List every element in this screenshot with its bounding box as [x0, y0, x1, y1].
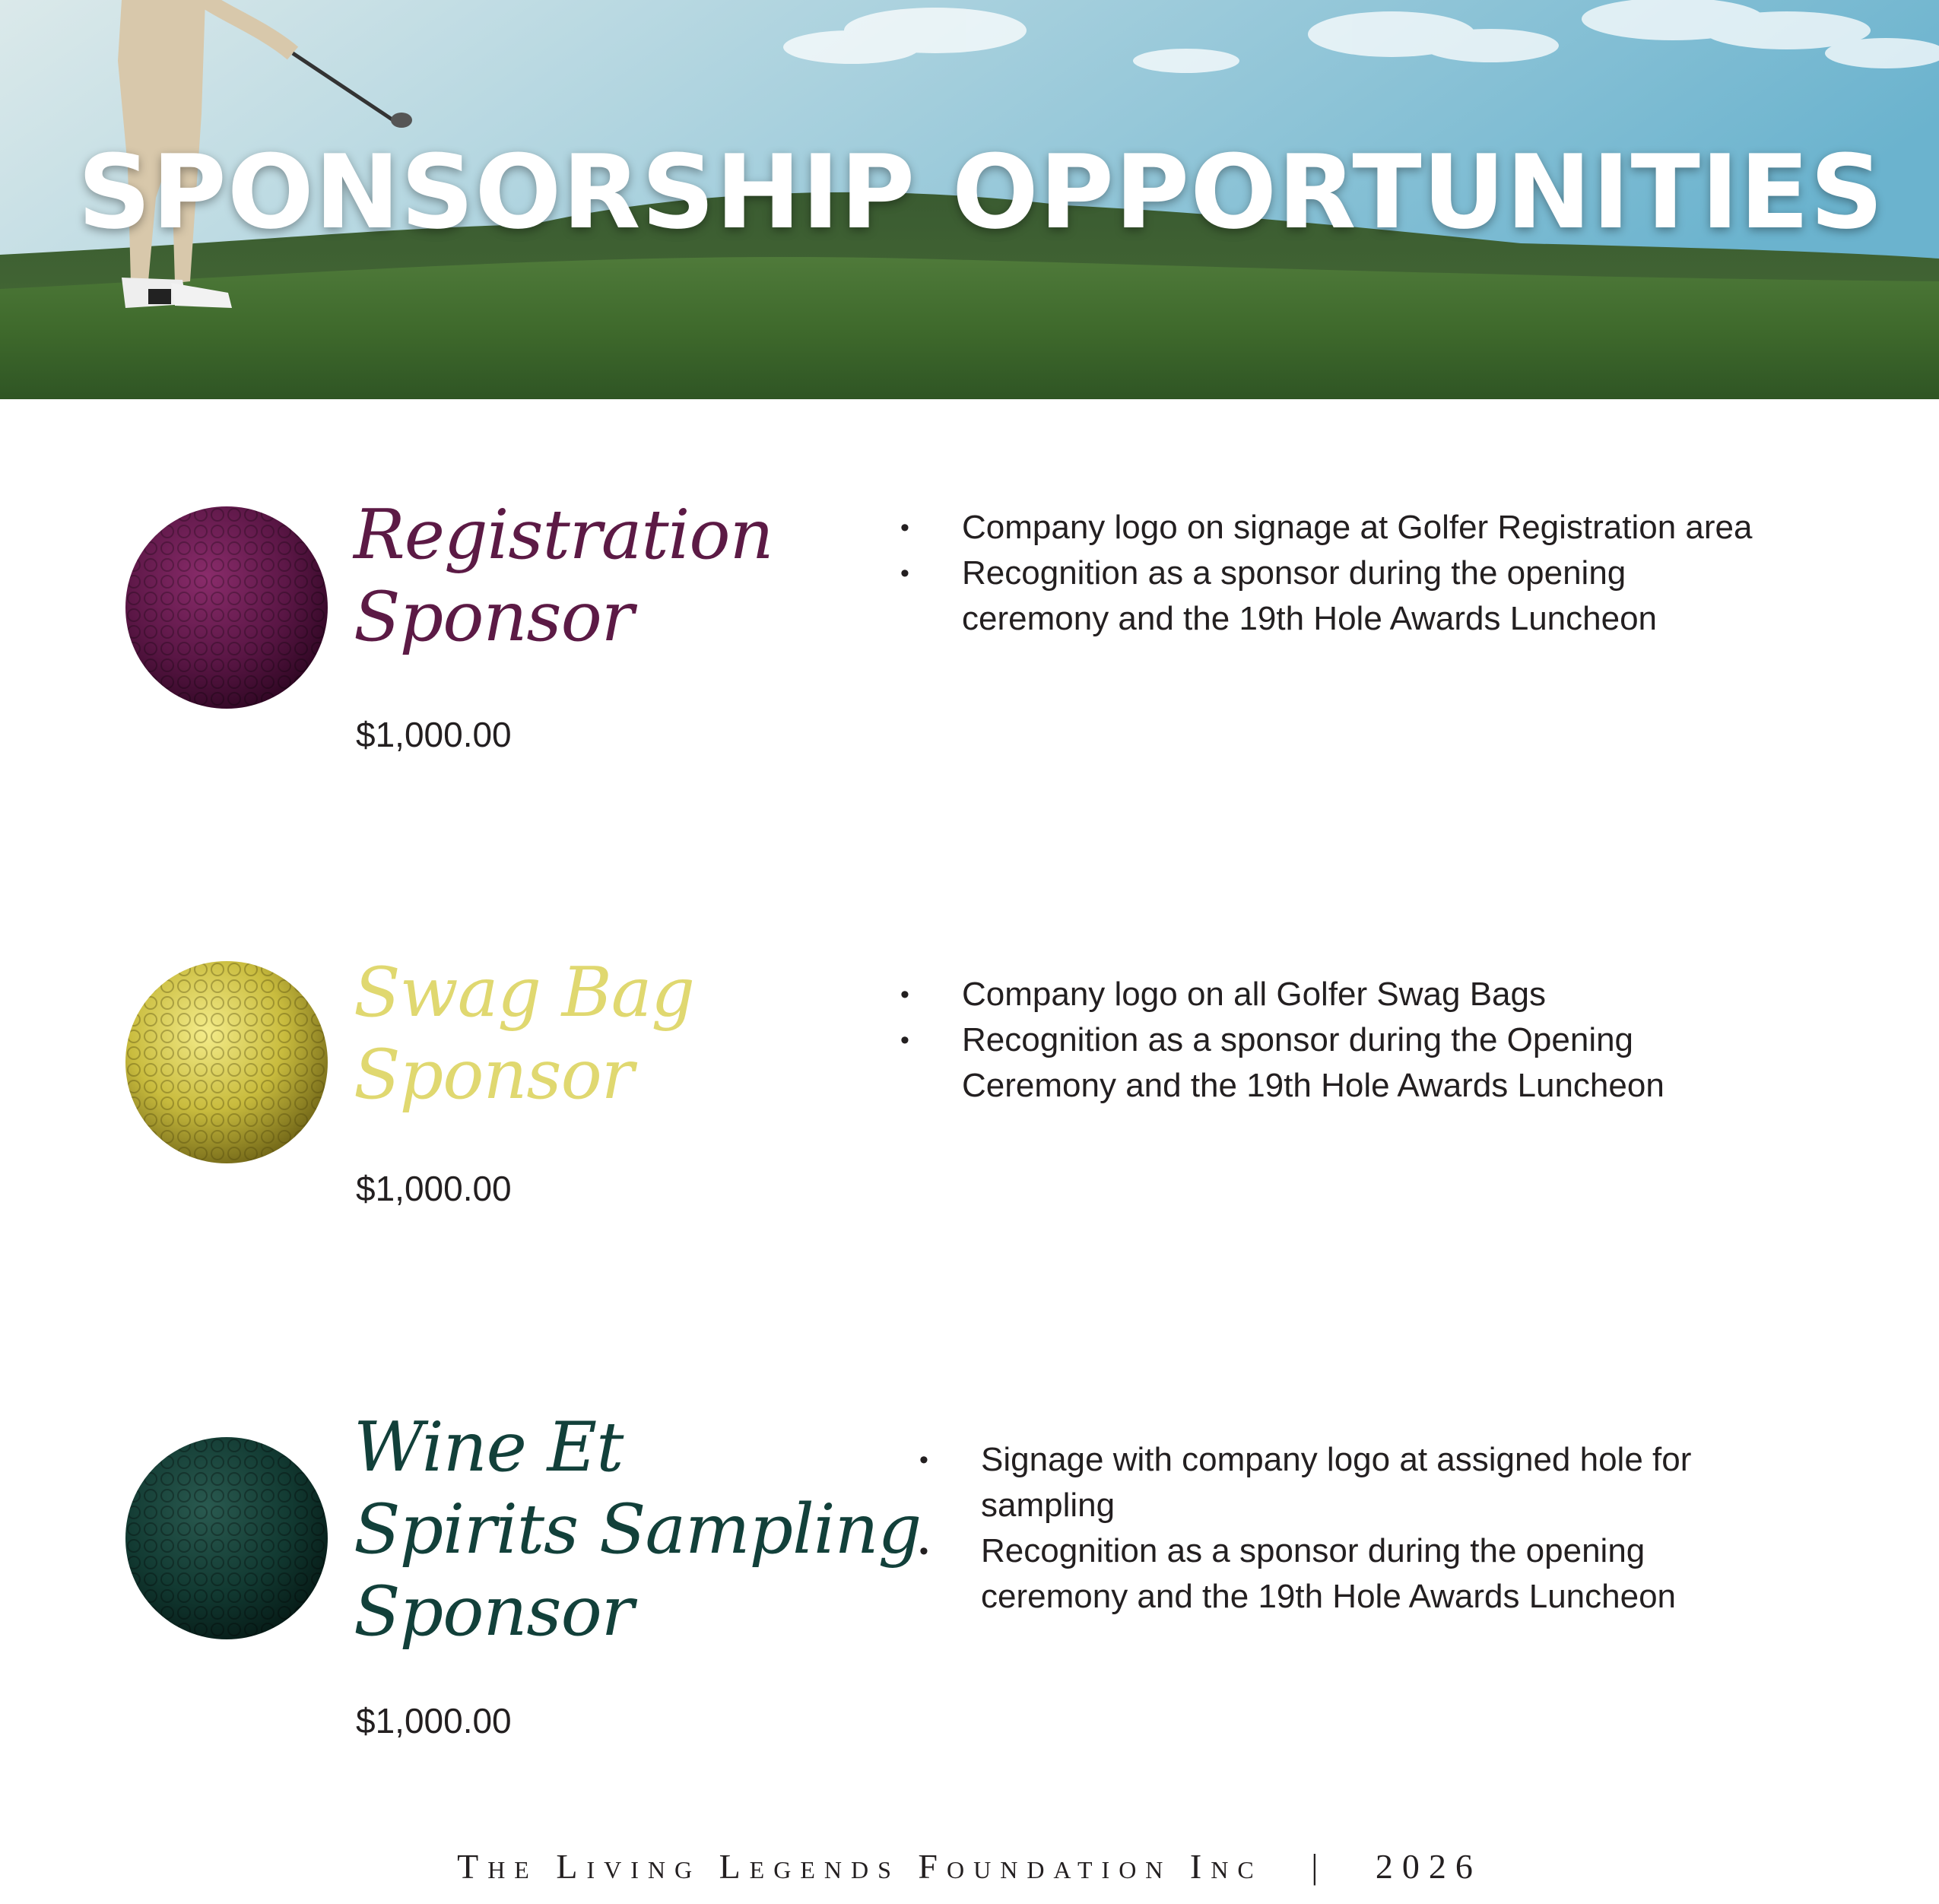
header-banner — [0, 0, 1939, 399]
bullet-icon: • — [900, 980, 909, 1009]
benefit-text: Company logo on all Golfer Swag Bags — [962, 976, 1546, 1013]
bullet-icon: • — [919, 1537, 928, 1566]
title-line: Spirits Sampling — [354, 1490, 922, 1569]
list-item — [893, 1017, 1753, 1109]
golf-ball-icon — [125, 961, 328, 1163]
wine-spirits-benefits-list — [912, 1437, 1764, 1620]
footer — [0, 1846, 1939, 1887]
benefit-text: Recognition as a sponsor during the Opening Ceremony and the 19th Hole Awards Luncheon — [962, 1021, 1664, 1104]
benefit-text: Signage with company logo at assigned hole for sampling — [981, 1441, 1692, 1524]
registration-sponsor-title — [354, 494, 773, 658]
bullet-icon: • — [900, 1026, 909, 1055]
page-title: SPONSORSHIP OPPORTUNITIES — [78, 133, 1884, 252]
title-line: Sponsor — [354, 1035, 633, 1115]
benefit-text: Recognition as a sponsor during the opening ceremony and the 19th Hole Awards Luncheon — [981, 1532, 1677, 1615]
title-line: Wine Et — [354, 1407, 624, 1487]
registration-sponsor-price: $1,000.00 — [356, 715, 512, 754]
list-item — [893, 972, 1753, 1017]
bullet-icon: • — [900, 559, 909, 588]
list-item — [893, 551, 1753, 642]
golf-ball-icon — [125, 506, 328, 709]
wine-spirits-sponsor-price: $1,000.00 — [356, 1701, 512, 1741]
benefit-text: Company logo on signage at Golfer Registration area — [962, 509, 1753, 546]
title-line: Sponsor — [354, 577, 633, 657]
footer-year: 2026 — [1375, 1847, 1482, 1886]
bullet-icon: • — [900, 513, 909, 542]
list-item — [893, 505, 1753, 551]
wine-spirits-sponsor-title — [354, 1407, 921, 1653]
title-line: Swag Bag — [354, 953, 694, 1033]
footer-org-name: The Living Legends Foundation Inc — [457, 1847, 1263, 1886]
footer-separator: | — [1311, 1847, 1328, 1886]
golf-ball-icon — [125, 1437, 328, 1639]
benefit-text: Recognition as a sponsor during the opening ceremony and the 19th Hole Awards Luncheon — [962, 554, 1658, 637]
title-line: Sponsor — [354, 1572, 633, 1652]
swag-bag-sponsor-price: $1,000.00 — [356, 1169, 512, 1208]
list-item — [912, 1437, 1764, 1528]
list-item — [912, 1528, 1764, 1620]
swag-bag-benefits-list — [893, 972, 1753, 1109]
bullet-icon: • — [919, 1445, 928, 1474]
title-line: Registration — [354, 495, 773, 575]
registration-benefits-list — [893, 505, 1753, 642]
swag-bag-sponsor-title — [354, 952, 694, 1116]
